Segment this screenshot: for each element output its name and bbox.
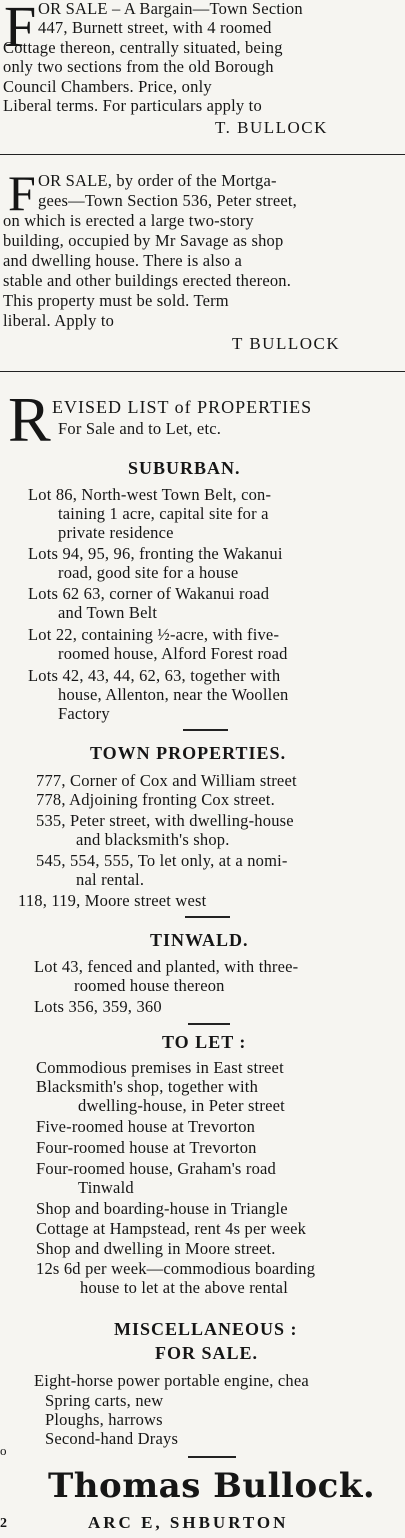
ad-text-line: stable and other buildings erected thereon.	[3, 271, 292, 290]
listing-line: Second-hand Drays	[45, 1429, 179, 1448]
listing-line: Tinwald	[78, 1178, 134, 1197]
listing-line: 118, 119, Moore street west	[18, 891, 207, 910]
listing-line: Spring carts, new	[45, 1391, 164, 1410]
margin-mark: 2	[0, 1516, 8, 1531]
advertiser-address: ARC E, SHBURTON	[88, 1513, 289, 1532]
listing-line: Four-roomed house, Graham's road	[36, 1159, 276, 1178]
listing-line: 777, Corner of Cox and William street	[36, 771, 297, 790]
drop-cap: F	[4, 0, 37, 59]
listing-line: private residence	[58, 523, 174, 542]
section-subheading-for-sale: FOR SALE.	[155, 1343, 259, 1363]
listing-line: house, Allenton, near the Woollen	[58, 685, 289, 704]
listing-line: dwelling-house, in Peter street	[78, 1096, 285, 1115]
listing-line: Commodious premises in East street	[36, 1058, 284, 1077]
listing-line: Blacksmith's shop, together with	[36, 1077, 259, 1096]
listing-line: Lot 43, fenced and planted, with three-	[34, 957, 299, 976]
listing-line: roomed house thereon	[74, 976, 225, 995]
section-rule	[183, 729, 228, 731]
listing-line: Lot 86, North-west Town Belt, con-	[28, 485, 272, 504]
listing-line: road, good site for a house	[58, 563, 239, 582]
section-heading-suburban: SUBURBAN.	[128, 458, 241, 478]
ad-text-line: Council Chambers. Price, only	[3, 77, 212, 96]
margin-mark: o	[0, 1443, 7, 1458]
listing-line: house to let at the above rental	[80, 1278, 288, 1297]
ad-text-line: Cottage thereon, centrally situated, being	[3, 38, 283, 57]
listing-line: Five-roomed house at Trevorton	[36, 1117, 256, 1136]
ad-text-line: Liberal terms. For particulars apply to	[3, 96, 262, 115]
ad-text-line: building, occupied by Mr Savage as shop	[3, 231, 284, 250]
listing-line: 778, Adjoining fronting Cox street.	[36, 790, 275, 809]
advertiser-name: Thomas Bullock.	[48, 1466, 376, 1506]
listing-line: Lots 42, 43, 44, 62, 63, together with	[28, 666, 281, 685]
listing-line: taining 1 acre, capital site for a	[58, 504, 269, 523]
listing-line: Ploughs, harrows	[45, 1410, 163, 1429]
divider	[0, 154, 405, 155]
listing-line: Shop and dwelling in Moore street.	[36, 1239, 276, 1258]
listing-line: nal rental.	[76, 870, 145, 889]
listing-line: Lot 22, containing ½-acre, with five-	[28, 625, 280, 644]
listing-line: roomed house, Alford Forest road	[58, 644, 288, 663]
listing-line: and blacksmith's shop.	[76, 830, 230, 849]
divider	[0, 371, 405, 372]
section-rule	[188, 1023, 230, 1025]
listing-line: Factory	[58, 704, 110, 723]
ad-text-line: OR SALE, by order of the Mortga-	[38, 171, 277, 190]
listing-line: Shop and boarding-house in Triangle	[36, 1199, 288, 1218]
list-title: EVISED LIST of PROPERTIES	[52, 397, 313, 417]
ad-text-line: liberal. Apply to	[3, 311, 115, 330]
listing-line: 12s 6d per week—commodious boarding	[36, 1259, 316, 1278]
ad-text-line: OR SALE – A Bargain—Town Section	[38, 0, 303, 18]
listing-line: 535, Peter street, with dwelling-house	[36, 811, 294, 830]
list-subtitle: For Sale and to Let, etc.	[58, 419, 222, 438]
section-heading-town: TOWN PROPERTIES.	[90, 743, 287, 763]
ad-text-line: This property must be sold. Term	[3, 291, 229, 310]
section-heading-miscellaneous: MISCELLANEOUS :	[114, 1319, 298, 1339]
listing-line: 545, 554, 555, To let only, at a nomi-	[36, 851, 288, 870]
section-rule	[188, 1456, 236, 1458]
section-heading-to-let: TO LET :	[162, 1032, 247, 1052]
drop-cap: R	[8, 384, 51, 455]
ad-text-line: on which is erected a large two-story	[3, 211, 254, 230]
ad-signature: T. BULLOCK	[215, 118, 328, 137]
ad-text-line: and dwelling house. There is also a	[3, 251, 243, 270]
section-heading-tinwald: TINWALD.	[150, 930, 249, 950]
listing-line: Cottage at Hampstead, rent 4s per week	[36, 1219, 307, 1238]
listing-line: Eight-horse power portable engine, chea	[34, 1371, 309, 1390]
listing-line: Lots 356, 359, 360	[34, 997, 162, 1016]
listing-line: Four-roomed house at Trevorton	[36, 1138, 257, 1157]
listing-line: Lots 94, 95, 96, fronting the Wakanui	[28, 544, 283, 563]
ad-text-line: only two sections from the old Borough	[3, 57, 274, 76]
listing-line: and Town Belt	[58, 603, 158, 622]
ad-text-line: 447, Burnett street, with 4 roomed	[38, 18, 272, 37]
drop-cap: F	[8, 165, 36, 221]
ad-text-line: gees—Town Section 536, Peter street,	[38, 191, 297, 210]
section-rule	[185, 916, 230, 918]
listing-line: Lots 62 63, corner of Wakanui road	[28, 584, 270, 603]
ad-signature: T BULLOCK	[232, 334, 341, 353]
